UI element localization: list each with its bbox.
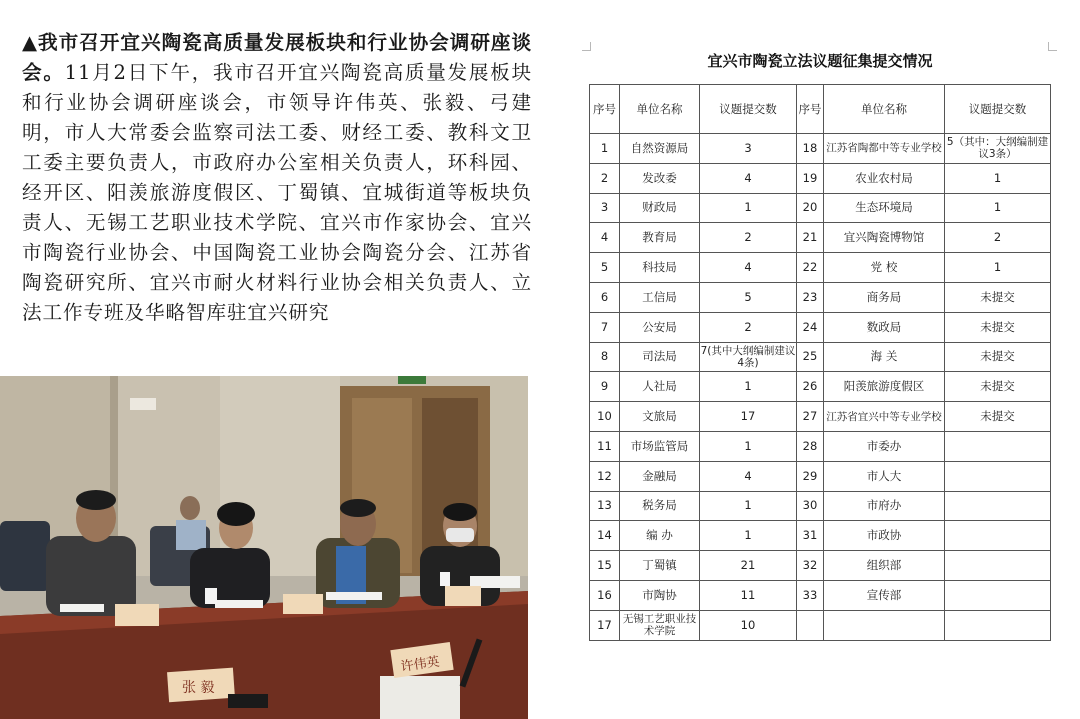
cell-submission-count — [945, 461, 1051, 491]
cell-submission-count: 未提交 — [945, 372, 1051, 402]
cell-submission-count: 2 — [945, 223, 1051, 253]
cell-unit-name: 阳羡旅游度假区 — [824, 372, 945, 402]
cell-submission-count — [945, 551, 1051, 581]
cell-submission-count: 17 — [700, 402, 797, 432]
cell-row-number: 23 — [797, 282, 824, 312]
cell-submission-count: 1 — [945, 253, 1051, 283]
submission-table — [589, 84, 1051, 641]
cell-unit-name: 金融局 — [620, 461, 700, 491]
table-row — [590, 342, 1051, 372]
meeting-photo-illustration — [0, 376, 528, 719]
cell-row-number: 4 — [590, 223, 620, 253]
cell-unit-name: 市委办 — [824, 431, 945, 461]
header-submission-count: 议题提交数 — [700, 85, 797, 134]
cell-row-number: 14 — [590, 521, 620, 551]
nameplate-left: 张 毅 — [182, 680, 215, 696]
header-unit-name: 单位名称 — [620, 85, 700, 134]
cell-unit-name: 科技局 — [620, 253, 700, 283]
table-row — [590, 491, 1051, 521]
cell-unit-name: 丁蜀镇 — [620, 551, 700, 581]
cell-unit-name: 农业农村局 — [824, 163, 945, 193]
cell-row-number: 9 — [590, 372, 620, 402]
cell-row-number: 17 — [590, 610, 620, 640]
cell-row-number: 1 — [590, 134, 620, 164]
cell-unit-name: 公安局 — [620, 312, 700, 342]
cell-submission-count: 4 — [700, 163, 797, 193]
cell-unit-name: 无锡工艺职业技术学院 — [620, 610, 700, 640]
cell-unit-name: 发改委 — [620, 163, 700, 193]
cell-row-number: 20 — [797, 193, 824, 223]
cell-row-number: 30 — [797, 491, 824, 521]
news-article — [22, 28, 532, 328]
cell-submission-count: 1 — [700, 193, 797, 223]
cell-unit-name: 组织部 — [824, 551, 945, 581]
cell-row-number: 31 — [797, 521, 824, 551]
cell-row-number: 21 — [797, 223, 824, 253]
cell-row-number: 3 — [590, 193, 620, 223]
cell-unit-name — [824, 610, 945, 640]
cell-unit-name: 宜兴陶瓷博物馆 — [824, 223, 945, 253]
cell-submission-count: 1 — [700, 521, 797, 551]
cell-row-number: 5 — [590, 253, 620, 283]
nameplate-right: 许伟英 — [399, 654, 441, 675]
table-row — [590, 312, 1051, 342]
cell-unit-name: 江苏省宜兴中等专业学校 — [824, 402, 945, 432]
cell-unit-name: 宣传部 — [824, 580, 945, 610]
cell-unit-name: 财政局 — [620, 193, 700, 223]
cell-submission-count: 1 — [945, 193, 1051, 223]
cell-unit-name: 生态环境局 — [824, 193, 945, 223]
cell-row-number: 32 — [797, 551, 824, 581]
cell-unit-name: 人社局 — [620, 372, 700, 402]
cell-submission-count: 1 — [700, 491, 797, 521]
cell-submission-count: 10 — [700, 610, 797, 640]
cell-submission-count: 4 — [700, 461, 797, 491]
cell-unit-name: 市府办 — [824, 491, 945, 521]
cell-row-number: 2 — [590, 163, 620, 193]
cell-row-number: 15 — [590, 551, 620, 581]
article-lead: ▲我市召开宜兴陶瓷高质量发展板块和行业协会调研座谈会。 — [22, 31, 532, 84]
table-row — [590, 431, 1051, 461]
cell-unit-name: 司法局 — [620, 342, 700, 372]
cell-submission-count: 2 — [700, 312, 797, 342]
table-header-row — [590, 85, 1051, 134]
cell-submission-count: 5（其中：大纲编制建议3条） — [945, 134, 1051, 164]
cell-submission-count: 4 — [700, 253, 797, 283]
cell-unit-name: 市场监管局 — [620, 431, 700, 461]
cell-row-number: 11 — [590, 431, 620, 461]
table-row — [590, 282, 1051, 312]
cell-submission-count: 3 — [700, 134, 797, 164]
cell-submission-count — [945, 580, 1051, 610]
cell-unit-name: 编 办 — [620, 521, 700, 551]
table-row — [590, 223, 1051, 253]
header-row-number: 序号 — [590, 85, 620, 134]
table-row — [590, 253, 1051, 283]
cell-row-number: 10 — [590, 402, 620, 432]
cell-submission-count — [945, 521, 1051, 551]
cell-row-number: 25 — [797, 342, 824, 372]
article-body: 11月2日下午，我市召开宜兴陶瓷高质量发展板块和行业协会调研座谈会，市领导许伟英、张毅、弓建明，市人大常委会监察司法工委、财经工委、教科文卫工委主要负责人，市政府办公室相关负责人，环科园、经开区、阳羡旅游度假区、丁蜀镇、宜城街道等板块负责人、无锡工艺职业技术学院、宜兴市作家协会、宜兴市陶瓷行业协会、中国陶瓷工业协会陶瓷分会、江苏省陶瓷研究所、宜兴市耐火材料行业协会相关负责人、立法工作专班及华略智库驻宜兴研究 — [22, 61, 532, 324]
cell-row-number: 13 — [590, 491, 620, 521]
cell-submission-count: 未提交 — [945, 312, 1051, 342]
cell-unit-name: 工信局 — [620, 282, 700, 312]
table-row — [590, 580, 1051, 610]
cell-row-number: 27 — [797, 402, 824, 432]
cell-submission-count: 11 — [700, 580, 797, 610]
meeting-photo — [0, 376, 528, 719]
table-row — [590, 551, 1051, 581]
cell-unit-name: 文旅局 — [620, 402, 700, 432]
cell-submission-count: 7(其中大纲编制建议4条) — [700, 342, 797, 372]
cell-unit-name: 商务局 — [824, 282, 945, 312]
table-title: 宜兴市陶瓷立法议题征集提交情况 — [707, 52, 933, 70]
cell-submission-count: 2 — [700, 223, 797, 253]
cell-row-number: 12 — [590, 461, 620, 491]
cell-row-number: 28 — [797, 431, 824, 461]
table-row — [590, 402, 1051, 432]
cell-unit-name: 市陶协 — [620, 580, 700, 610]
cell-unit-name: 自然资源局 — [620, 134, 700, 164]
cell-submission-count — [945, 431, 1051, 461]
cell-submission-count: 5 — [700, 282, 797, 312]
cell-row-number: 7 — [590, 312, 620, 342]
cell-submission-count: 未提交 — [945, 342, 1051, 372]
cell-row-number: 29 — [797, 461, 824, 491]
table-row — [590, 163, 1051, 193]
cell-row-number: 6 — [590, 282, 620, 312]
header-unit-name: 单位名称 — [824, 85, 945, 134]
cell-unit-name: 数政局 — [824, 312, 945, 342]
cell-submission-count: 未提交 — [945, 402, 1051, 432]
cell-unit-name: 江苏省陶都中等专业学校 — [824, 134, 945, 164]
cell-row-number — [797, 610, 824, 640]
cell-row-number: 26 — [797, 372, 824, 402]
cell-submission-count: 1 — [945, 163, 1051, 193]
table-row — [590, 521, 1051, 551]
cell-submission-count: 21 — [700, 551, 797, 581]
cell-submission-count — [945, 610, 1051, 640]
table-row — [590, 193, 1051, 223]
cell-unit-name: 教育局 — [620, 223, 700, 253]
cell-row-number: 16 — [590, 580, 620, 610]
table-row — [590, 372, 1051, 402]
cell-unit-name: 海 关 — [824, 342, 945, 372]
header-row-number: 序号 — [797, 85, 824, 134]
cell-submission-count — [945, 491, 1051, 521]
table-row — [590, 461, 1051, 491]
cell-unit-name: 市人大 — [824, 461, 945, 491]
cell-row-number: 18 — [797, 134, 824, 164]
cell-submission-count: 1 — [700, 372, 797, 402]
cell-row-number: 8 — [590, 342, 620, 372]
cell-row-number: 19 — [797, 163, 824, 193]
cell-unit-name: 市政协 — [824, 521, 945, 551]
cell-unit-name: 税务局 — [620, 491, 700, 521]
cell-submission-count: 未提交 — [945, 282, 1051, 312]
cell-row-number: 24 — [797, 312, 824, 342]
header-submission-count: 议题提交数 — [945, 85, 1051, 134]
cell-row-number: 22 — [797, 253, 824, 283]
cell-unit-name: 党 校 — [824, 253, 945, 283]
table-row — [590, 134, 1051, 164]
cell-row-number: 33 — [797, 580, 824, 610]
article-paragraph — [22, 28, 532, 328]
submission-table-sheet — [560, 30, 1080, 719]
cell-submission-count: 1 — [700, 431, 797, 461]
table-row — [590, 610, 1051, 640]
